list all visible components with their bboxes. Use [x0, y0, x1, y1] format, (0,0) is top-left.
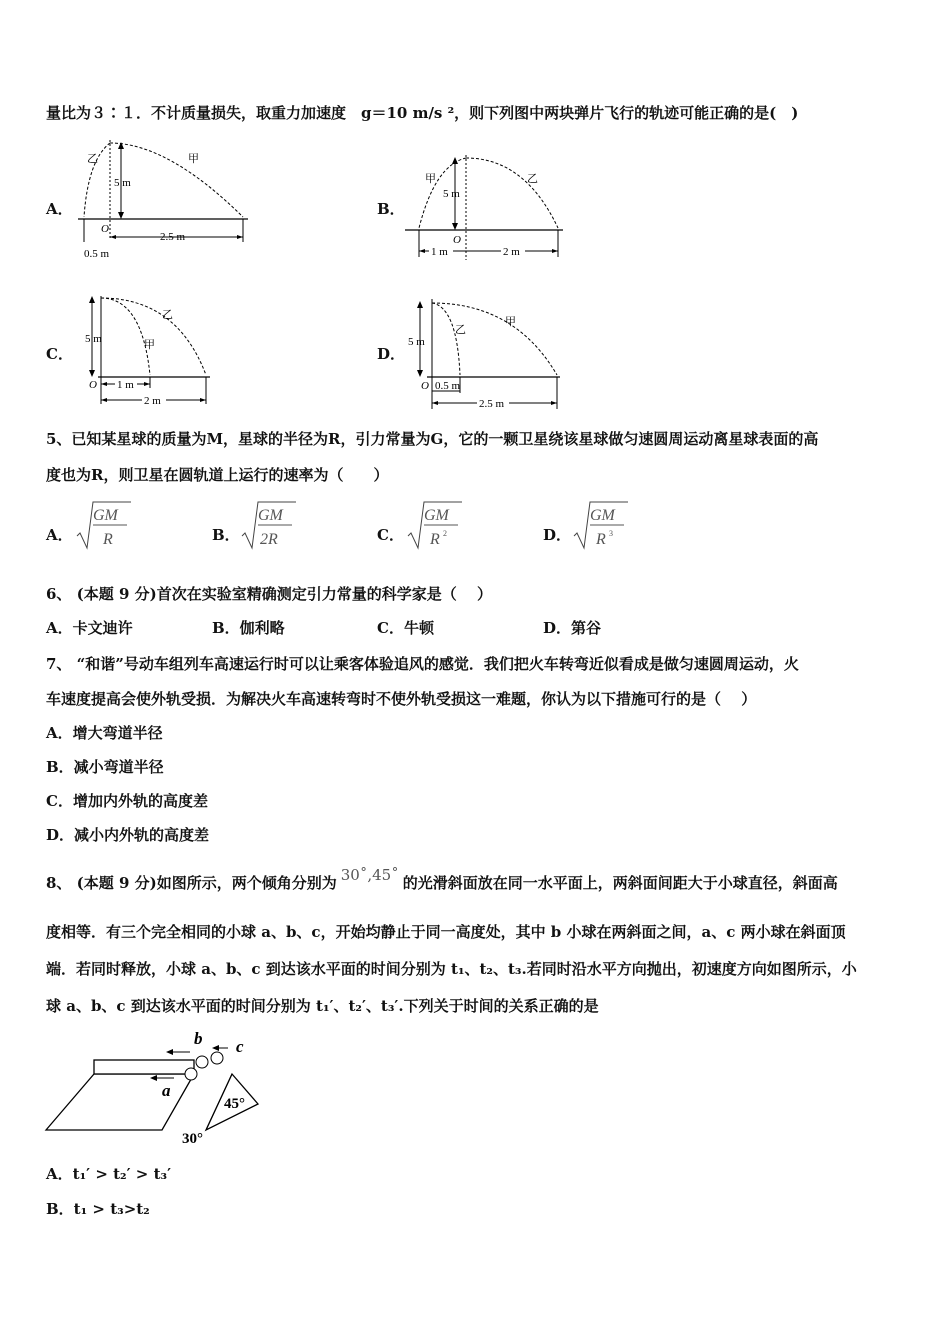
- q4-option-b-label[interactable]: B．: [377, 200, 405, 218]
- q4d-far-name: 甲: [505, 316, 516, 328]
- q7-option-c[interactable]: C．增加内外轨的高度差: [46, 792, 208, 810]
- q4a-origin: O: [101, 223, 109, 235]
- q8-angle-30: 30°: [182, 1131, 203, 1147]
- q8-ball-a-marker: [185, 1068, 197, 1080]
- q4d-height: 5 m: [408, 336, 425, 348]
- q8-option-b[interactable]: B．t₁ > t₃>t₂: [46, 1200, 150, 1218]
- q4c-far-name: 乙: [162, 309, 173, 321]
- q5c-denominator: R: [430, 531, 440, 548]
- q4b-height: 5 m: [443, 188, 460, 200]
- q5-stem-line1: 5、已知某星球的质量为M，星球的半径为R，引力常量为G，它的一颗卫星绕该星球做匀速圆周运动离星球表面的高: [46, 430, 819, 448]
- q7-stem-line2: 车速度提高会使外轨受损．为解决火车高速转弯时不使外轨受损这一难题，你认为以下措施可行的是（ ）: [46, 690, 757, 708]
- q6-option-d[interactable]: D．第谷: [543, 619, 602, 637]
- q4-option-b-figure: [405, 155, 565, 263]
- q5d-denominator: R: [596, 531, 606, 548]
- q6-stem: 6、 (本题 9 分)首次在实验室精确测定引力常量的科学家是（ ）: [46, 585, 492, 603]
- q5-stem-line2: 度也为R，则卫星在圆轨道上运行的速率为（ ）: [46, 466, 389, 484]
- q4-option-a-figure: [78, 140, 258, 262]
- q5-option-c-label: C．: [377, 526, 404, 544]
- q6-option-b[interactable]: B．伽利略: [212, 619, 285, 637]
- q4-option-d-figure: [405, 297, 565, 413]
- q4c-dist-near: 1 m: [117, 379, 134, 391]
- q8-ball-c-marker: [211, 1052, 223, 1064]
- q8-stem-line1: [46, 866, 838, 893]
- q8-ball-b-marker: [196, 1056, 208, 1068]
- q5a-numerator: GM: [93, 507, 118, 524]
- q4d-dist-far: 2.5 m: [479, 398, 505, 410]
- q4-option-c-label[interactable]: C．: [46, 345, 73, 363]
- q4-option-d-label[interactable]: D．: [377, 345, 406, 363]
- q4a-height: 5 m: [114, 177, 131, 189]
- q7-option-b[interactable]: B．减小弯道半径: [46, 758, 164, 776]
- q5-option-a-label: A．: [46, 526, 73, 544]
- q5-option-d-label: D．: [543, 526, 572, 544]
- q5d-exponent: 3: [609, 529, 613, 538]
- q4b-dist-left: 1 m: [431, 246, 448, 258]
- q5-option-a-formula: [75, 498, 135, 552]
- q4b-dist-right: 2 m: [503, 246, 520, 258]
- q5-option-b-label: B．: [212, 526, 240, 544]
- q4-option-c-figure: [82, 292, 217, 410]
- q5c-numerator: GM: [424, 507, 449, 524]
- q5-option-b-formula: [240, 498, 300, 552]
- q8-figure: [44, 1030, 274, 1148]
- q4b-right-name: 乙: [527, 173, 538, 185]
- q5a-denominator: R: [103, 531, 113, 548]
- q5-option-b[interactable]: [212, 525, 240, 545]
- q6-option-c[interactable]: C．牛顿: [377, 619, 434, 637]
- q4d-dist-near: 0.5 m: [435, 380, 461, 392]
- q8-option-a[interactable]: A．t₁′ > t₂′ > t₃′: [46, 1165, 172, 1183]
- q8-stem-line3: 端．若同时释放，小球 a、b、c 到达该水平面的时间分别为 t₁、t₂、t₃.若同时沿水平方向抛出，初速度方向如图所示，小: [46, 960, 857, 978]
- q4b-left-name: 甲: [425, 173, 436, 185]
- q4d-origin: O: [421, 380, 429, 392]
- q5d-numerator: GM: [590, 507, 615, 524]
- q7-option-a[interactable]: A．增大弯道半径: [46, 724, 163, 742]
- q7-stem-line1: 7、 “和谐”号动车组列车高速运行时可以让乘客体验追风的感觉．我们把火车转弯近似看成是做匀速圆周运动，火: [46, 655, 799, 673]
- q5-option-d[interactable]: [543, 525, 571, 545]
- q6-option-a[interactable]: A．卡文迪许: [46, 619, 133, 637]
- q8-stem-line1-a: 8、 (本题 9 分)如图所示，两个倾角分别为: [46, 874, 337, 892]
- q4-option-a-label[interactable]: A．: [46, 200, 73, 218]
- q4c-height: 5 m: [85, 333, 102, 345]
- q5-option-a[interactable]: [46, 525, 73, 545]
- q8-ball-c: c: [236, 1037, 244, 1056]
- q8-stem-line1-b: 的光滑斜面放在同一水平面上，两斜面间距大于小球直径，斜面高: [402, 874, 838, 892]
- q4c-dist-far: 2 m: [144, 395, 161, 407]
- q4a-right-name: 甲: [188, 153, 199, 165]
- q7-option-d[interactable]: D．减小内外轨的高度差: [46, 826, 210, 844]
- q5-option-c[interactable]: [377, 525, 404, 545]
- q4d-near-name: 乙: [455, 324, 466, 336]
- q5-option-c-formula: [406, 498, 466, 552]
- q4c-near-name: 甲: [144, 339, 155, 351]
- q8-angle-45: 45°: [224, 1096, 245, 1112]
- q8-angles: 30˚,45˚: [340, 866, 399, 884]
- q4b-origin: O: [453, 234, 461, 246]
- q5b-denominator: 2R: [260, 531, 278, 548]
- q8-ball-a: a: [162, 1081, 171, 1100]
- q5b-numerator: GM: [258, 507, 283, 524]
- q8-stem-line2: 度相等．有三个完全相同的小球 a、b、c，开始均静止于同一高度处，其中 b 小球在两斜面之间，a、c 两小球在斜面顶: [46, 923, 846, 941]
- q8-stem-line4: 球 a、b、c 到达该水平面的时间分别为 t₁′、t₂′、t₃′.下列关于时间的关系正确的是: [46, 997, 599, 1015]
- q5c-exponent: 2: [443, 529, 447, 538]
- q4a-left-name: 乙: [87, 153, 98, 165]
- q4a-dist-left: 0.5 m: [84, 248, 110, 260]
- q5-option-d-formula: [572, 498, 632, 552]
- q8-ball-b: b: [194, 1030, 203, 1048]
- q4c-origin: O: [89, 379, 97, 391]
- q4a-dist-right: 2.5 m: [160, 231, 186, 243]
- q4-stem-tail: 量比为３∶１．不计质量损失，取重力加速度 g＝10 m/s ²，则下列图中两块弹片飞行的轨迹可能正确的是( ): [46, 104, 799, 122]
